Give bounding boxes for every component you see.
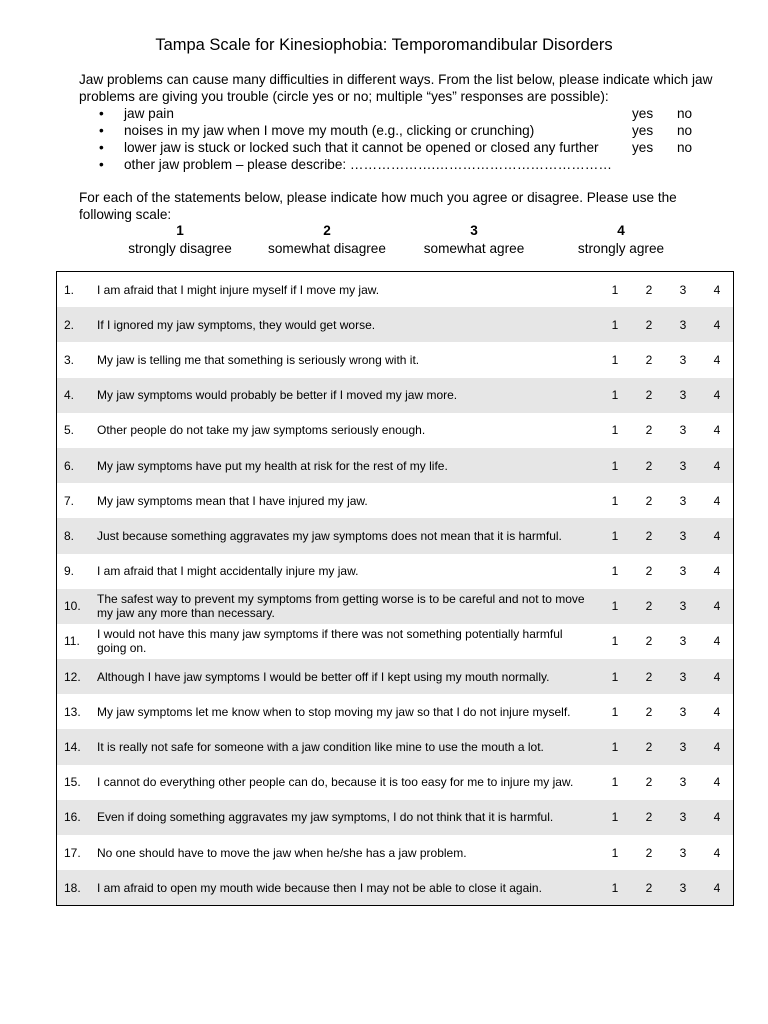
rating-scale [79,223,719,259]
table-row [57,272,733,307]
rating-option-1[interactable]: 1 [611,352,619,367]
rating-option-4[interactable]: 4 [713,388,721,403]
rating-option-3[interactable]: 3 [679,669,687,684]
rating-option-2[interactable]: 2 [645,458,653,473]
rating-option-3[interactable]: 3 [679,282,687,297]
item-statement: My jaw symptoms have put my health at risk for the rest of my life. [97,458,448,473]
table-row [57,835,733,870]
rating-option-3[interactable]: 3 [679,775,687,790]
item-statement: My jaw symptoms mean that I have injured my jaw. [97,493,368,508]
rating-option-3[interactable]: 3 [679,458,687,473]
bullet-icon: • [99,123,104,138]
rating-option-2[interactable]: 2 [645,317,653,332]
no-option[interactable]: no [677,123,693,138]
item-number: 18. [64,880,81,895]
table-row [57,554,733,589]
item-statement: Even if doing something aggravates my jaw symptoms, I do not think that it is harmful. [97,810,554,825]
scale-number: 2 [323,223,331,238]
scale-label: strongly disagree [128,241,232,256]
item-number: 1. [64,282,75,297]
item-statement: My jaw symptoms let me know when to stop moving my jaw so that I do not injure myself. [97,704,571,719]
rating-option-2[interactable]: 2 [645,352,653,367]
table-row [57,800,733,835]
scale-number: 3 [470,223,478,238]
rating-option-1[interactable]: 1 [611,599,619,614]
rating-option-4[interactable]: 4 [713,423,721,438]
item-number: 11. [64,634,80,649]
item-number: 5. [64,423,75,438]
list-item [79,156,719,173]
bullet-icon: • [99,140,104,155]
rating-option-1[interactable]: 1 [611,458,619,473]
item-statement: Other people do not take my jaw symptoms seriously enough. [97,423,426,438]
no-option[interactable]: no [677,106,693,121]
table-row [57,518,733,553]
table-row [57,378,733,413]
rating-option-2[interactable]: 2 [645,493,653,508]
rating-option-3[interactable]: 3 [679,704,687,719]
table-row [57,448,733,483]
item-number: 4. [64,388,75,403]
rating-option-2[interactable]: 2 [645,775,653,790]
rating-option-1[interactable]: 1 [611,634,619,649]
rating-option-3[interactable]: 3 [679,845,687,860]
rating-option-3[interactable]: 3 [679,634,687,649]
item-number: 16. [64,810,81,825]
rating-option-1[interactable]: 1 [611,528,619,543]
item-number: 10. [64,599,81,614]
rating-option-2[interactable]: 2 [645,423,653,438]
bullet-icon: • [99,106,104,121]
item-number: 17. [64,845,81,860]
item-number: 6. [64,458,75,473]
rating-option-4[interactable]: 4 [713,845,721,860]
yes-option[interactable]: yes [632,123,654,138]
item-statement: My jaw is telling me that something is seriously wrong with it. [97,352,420,367]
item-statement: I would not have this many jaw symptoms if there was not something potentially harmful going on. [97,627,563,656]
item-statement: If I ignored my jaw symptoms, they would get worse. [97,317,376,332]
rating-option-3[interactable]: 3 [679,317,687,332]
rating-option-4[interactable]: 4 [713,282,721,297]
rating-option-1[interactable]: 1 [611,317,619,332]
questionnaire-table [56,271,734,906]
table-row [57,589,733,624]
rating-option-1[interactable]: 1 [611,388,619,403]
table-row [57,870,733,905]
table-row [57,413,733,448]
rating-option-4[interactable]: 4 [713,669,721,684]
rating-option-1[interactable]: 1 [611,282,619,297]
table-row [57,342,733,377]
scale-number: 1 [176,223,184,238]
scale-label: strongly agree [577,241,665,256]
item-statement: I am afraid to open my mouth wide because then I may not be able to close it again. [97,880,542,895]
scale-instructions: For each of the statements below, please indicate how much you agree or disagree. Please use the following scale: [79,190,677,222]
item-statement: Just because something aggravates my jaw symptoms does not mean that it is harmful. [97,528,562,543]
rating-option-4[interactable]: 4 [713,493,721,508]
item-number: 14. [64,740,81,755]
table-row [57,483,733,518]
scale-point [257,223,397,258]
rating-option-1[interactable]: 1 [611,423,619,438]
table-row [57,624,733,659]
rating-option-4[interactable]: 4 [713,458,721,473]
rating-option-4[interactable]: 4 [713,880,721,895]
rating-option-2[interactable]: 2 [645,704,653,719]
rating-option-2[interactable]: 2 [645,599,653,614]
rating-option-4[interactable]: 4 [713,775,721,790]
scale-label: somewhat agree [423,241,525,256]
yes-option[interactable]: yes [632,106,654,121]
yes-option[interactable]: yes [632,140,654,155]
problem-label: jaw pain [124,106,174,121]
scale-label: somewhat disagree [268,241,386,256]
table-row [57,729,733,764]
rating-option-4[interactable]: 4 [713,599,721,614]
rating-option-2[interactable]: 2 [645,388,653,403]
item-statement: I am afraid that I might accidentally injure my jaw. [97,564,359,579]
page-title: Tampa Scale for Kinesiophobia: Temporomandibular Disorders [155,36,613,54]
rating-option-3[interactable]: 3 [679,599,687,614]
rating-option-3[interactable]: 3 [679,880,687,895]
list-item [79,105,719,122]
rating-option-2[interactable]: 2 [645,845,653,860]
table-row [57,765,733,800]
rating-option-2[interactable]: 2 [645,634,653,649]
rating-option-2[interactable]: 2 [645,564,653,579]
item-statement: It is really not safe for someone with a jaw condition like mine to use the mouth a lot. [97,740,544,755]
bullet-icon: • [99,157,104,172]
rating-option-1[interactable]: 1 [611,493,619,508]
rating-option-4[interactable]: 4 [713,564,721,579]
item-statement: I am afraid that I might injure myself if I move my jaw. [97,282,380,297]
rating-option-4[interactable]: 4 [713,317,721,332]
item-number: 8. [64,528,75,543]
item-number: 2. [64,317,75,332]
rating-option-4[interactable]: 4 [713,810,721,825]
rating-option-1[interactable]: 1 [611,775,619,790]
table-row [57,659,733,694]
rating-option-3[interactable]: 3 [679,528,687,543]
rating-option-3[interactable]: 3 [679,740,687,755]
rating-option-2[interactable]: 2 [645,880,653,895]
item-statement: Although I have jaw symptoms I would be better off if I kept using my mouth normally. [97,669,550,684]
rating-option-2[interactable]: 2 [645,740,653,755]
rating-option-3[interactable]: 3 [679,810,687,825]
rating-option-2[interactable]: 2 [645,810,653,825]
rating-option-2[interactable]: 2 [645,669,653,684]
rating-option-2[interactable]: 2 [645,282,653,297]
item-number: 15. [64,775,81,790]
rating-option-3[interactable]: 3 [679,564,687,579]
item-number: 3. [64,352,75,367]
rating-option-1[interactable]: 1 [611,880,619,895]
rating-option-4[interactable]: 4 [713,740,721,755]
rating-option-3[interactable]: 3 [679,352,687,367]
rating-option-1[interactable]: 1 [611,669,619,684]
list-item [79,139,719,156]
rating-option-4[interactable]: 4 [713,704,721,719]
list-item [79,122,719,139]
scale-point [551,223,691,258]
rating-option-2[interactable]: 2 [645,528,653,543]
rating-option-4[interactable]: 4 [713,634,721,649]
scale-point [404,223,544,258]
item-number: 7. [64,493,75,508]
no-option[interactable]: no [677,140,693,155]
item-statement: My jaw symptoms would probably be better if I moved my jaw more. [97,388,458,403]
scale-number: 4 [617,223,625,238]
jaw-problem-list [79,105,719,173]
item-number: 12. [64,669,81,684]
rating-option-1[interactable]: 1 [611,845,619,860]
rating-option-4[interactable]: 4 [713,352,721,367]
problem-label: other jaw problem – please describe: ……………….………………………………… [124,157,612,172]
rating-option-3[interactable]: 3 [679,423,687,438]
item-statement: I cannot do everything other people can do, because it is too easy for me to injure my jaw. [97,775,574,790]
table-row [57,307,733,342]
rating-option-1[interactable]: 1 [611,810,619,825]
problem-label: lower jaw is stuck or locked such that it cannot be opened or closed any further [124,140,599,155]
rating-option-4[interactable]: 4 [713,528,721,543]
rating-option-1[interactable]: 1 [611,740,619,755]
intro-paragraph: Jaw problems can cause many difficulties in different ways. From the list below, please indicate which jaw problems are giving you trouble (circle yes or no; multiple “yes” responses are possible): [79,72,713,104]
item-statement: No one should have to move the jaw when he/she has a jaw problem. [97,845,467,860]
rating-option-3[interactable]: 3 [679,388,687,403]
rating-option-1[interactable]: 1 [611,564,619,579]
rating-option-1[interactable]: 1 [611,704,619,719]
rating-option-3[interactable]: 3 [679,493,687,508]
item-number: 13. [64,704,81,719]
scale-point [110,223,250,258]
problem-label: noises in my jaw when I move my mouth (e.g., clicking or crunching) [124,123,535,138]
item-statement: The safest way to prevent my symptoms from getting worse is to be careful and not to move my jaw any more than necessary. [97,592,585,621]
table-row [57,694,733,729]
item-number: 9. [64,564,75,579]
